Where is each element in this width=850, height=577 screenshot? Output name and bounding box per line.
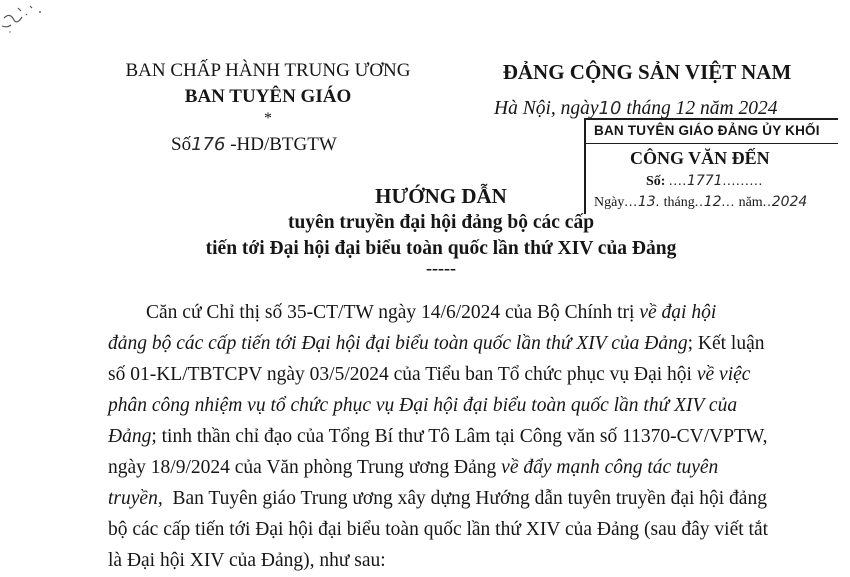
incoming-document-stamp: [584, 118, 838, 214]
body-line-9: là Đại hội XIV của Đảng), như sau:: [108, 550, 386, 571]
scan-speckle-mark: [0, 0, 60, 40]
stamp-number-value: 1771: [686, 173, 723, 189]
stamp-day-label: Ngày: [594, 195, 625, 210]
header-star: *: [264, 110, 272, 127]
issue-date-suffix: tháng 12 năm 2024: [626, 98, 778, 119]
stamp-month-value: 12: [703, 194, 722, 210]
issue-date-prefix: Hà Nội, ngày: [494, 98, 599, 119]
stamp-year-label: năm: [738, 195, 763, 210]
body-line-4: phân công nhiệm vụ tổ chức phục vụ Đại hội đại biểu toàn quốc lần thứ XIV của: [108, 395, 738, 416]
party-name: ĐẢNG CỘNG SẢN VIỆT NAM: [502, 60, 792, 84]
document-number-prefix: Số: [171, 134, 192, 155]
stamp-month-label: tháng: [663, 195, 695, 210]
stamp-divider: [586, 143, 838, 144]
title-divider: -----: [426, 258, 456, 278]
body-line-7: truyền, Ban Tuyên giáo Trung ương xây dựng Hướng dẫn tuyên truyền đại hội đảng: [108, 488, 767, 509]
document-subject-line2: tiến tới Đại hội đại biểu toàn quốc lần thứ XIV của Đảng: [205, 238, 677, 259]
stamp-title: CÔNG VĂN ĐẾN: [630, 148, 770, 168]
document-type-heading: HƯỚNG DẪN: [375, 184, 507, 208]
issuer-org: BAN TUYÊN GIÁO: [184, 86, 352, 107]
document-number-handwritten: 176: [191, 134, 226, 155]
stamp-org: BAN TUYÊN GIÁO ĐẢNG ỦY KHỐI: [594, 123, 820, 138]
body-line-5: Đảng; tinh thần chỉ đạo của Tổng Bí thư Tô Lâm tại Công văn số 11370-CV/VPTW,: [108, 426, 768, 447]
stamp-number-row: Số: ....1771.........: [646, 173, 764, 189]
issue-date-day: 10: [598, 98, 622, 119]
issuer-parent-org: BAN CHẤP HÀNH TRUNG ƯƠNG: [125, 60, 411, 81]
issue-date: [494, 98, 777, 120]
stamp-number-label: Số:: [646, 174, 666, 189]
stamp-day-value: 13: [637, 194, 656, 210]
stamp-date-row: Ngày...13. tháng..12... năm..2024: [594, 194, 808, 210]
body-line-1: Căn cứ Chỉ thị số 35-CT/TW ngày 14/6/2024 của Bộ Chính trị về đại hội: [146, 302, 717, 323]
document-subject-line1: tuyên truyền đại hội đảng bộ các cấp: [287, 212, 595, 233]
document-number: [171, 134, 337, 156]
document-number-suffix: -HD/BTGTW: [230, 134, 337, 155]
body-line-8: bộ các cấp tiến tới Đại hội đại biểu toàn quốc lần thứ XIV của Đảng (sau đây viết tắt: [108, 519, 769, 540]
stamp-year-value: 2024: [771, 194, 808, 210]
body-line-3: số 01-KL/TBTCPV ngày 03/5/2024 của Tiểu ban Tổ chức phục vụ Đại hội về việc: [108, 364, 751, 385]
body-line-2: đảng bộ các cấp tiến tới Đại hội đại biểu toàn quốc lần thứ XIV của Đảng; Kết luận: [108, 333, 765, 354]
body-line-6: ngày 18/9/2024 của Văn phòng Trung ương Đảng về đẩy mạnh công tác tuyên: [108, 457, 719, 478]
